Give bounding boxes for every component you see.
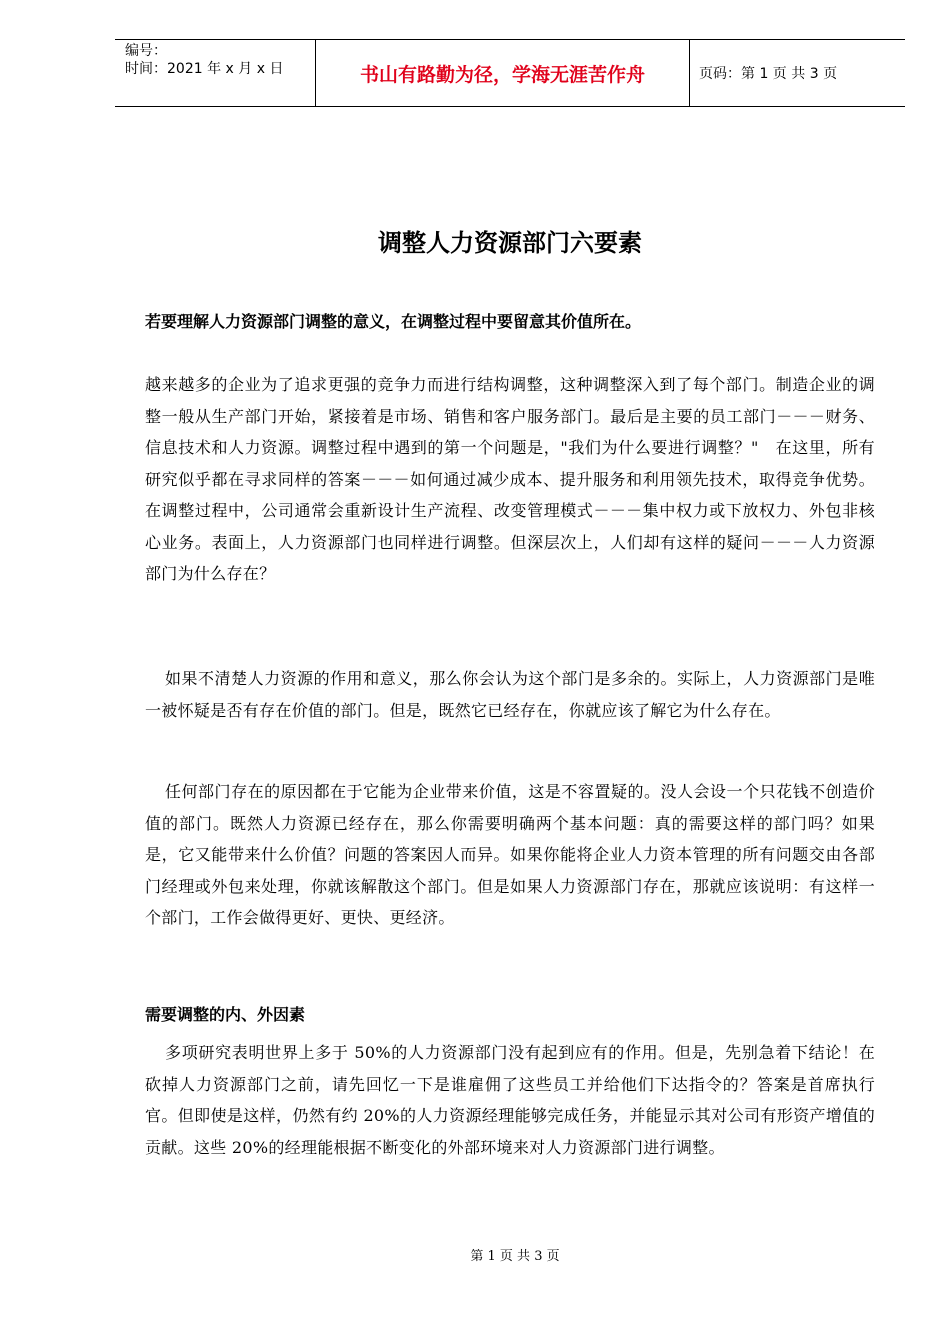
header-meta — [125, 42, 283, 78]
header-page-info: 页码：第 1 页 共 3 页 — [699, 66, 838, 82]
section-heading: 需要调整的内、外因素 — [145, 1005, 306, 1024]
body-paragraph: 越来越多的企业为了追求更强的竞争力而进行结构调整，这种调整深入到了每个部门。制造企业的调整一般从生产部门开始，紧接着是市场、销售和客户服务部门。最后是主要的员工部门－－－财务、信息技术和人力资源。调整过程中遇到的第一个问题是，"我们为什么要进行调整？" 在这里，所有研究似乎都在寻求同样的答案－－－如何通过减少成本、提升服务和利用领先技术，取得竞争优势。在调整过程中，公司通常会重新设计生产流程、改变管理模式－－－集中权力或下放权力、外包非核心业务。表面上，人力资源部门也同样进行调整。但深层次上，人们却有这样的疑问－－－人力资源部门为什么存在？ — [145, 375, 875, 583]
page-header — [115, 39, 905, 107]
body-paragraph: 任何部门存在的原因都在于它能为企业带来价值，这是不容置疑的。没人会设一个只花钱不创造价值的部门。既然人力资源已经存在，那么你需要明确两个基本问题：真的需要这样的部门吗？如果是，它又能带来什么价值？问题的答案因人而异。如果你能将企业人力资本管理的所有问题交由各部门经理或外包来处理，你就该解散这个部门。但是如果人力资源部门存在，那就应该说明：有这样一个部门，工作会做得更好、更快、更经济。 — [145, 782, 875, 927]
number-label: 编号： — [125, 43, 167, 59]
document-title: 调整人力资源部门六要素 — [378, 229, 642, 257]
body-paragraph: 如果不清楚人力资源的作用和意义，那么你会认为这个部门是多余的。实际上，人力资源部门是唯一被怀疑是否有存在价值的部门。但是，既然它已经存在，你就应该了解它为什么存在。 — [145, 669, 875, 720]
section-paragraph: 多项研究表明世界上多于 50%的人力资源部门没有起到应有的作用。但是，先别急着下结论！在砍掉人力资源部门之前，请先回忆一下是谁雇佣了这些员工并给他们下达指令的？答案是首席执行官。但即使是这样，仍然有约 20%的人力资源经理能够完成任务，并能显示其对公司有形资产增值的贡献。这些 20%的经理能根据不断变化的外部环境来对人力资源部门进行调整。 — [145, 1043, 875, 1157]
header-motto: 书山有路勤为径，学海无涯苦作舟 — [359, 64, 645, 86]
time-label: 时间：2021 年 x 月 x 日 — [125, 61, 284, 77]
header-divider — [689, 40, 690, 106]
page-footer: 第 1 页 共 3 页 — [470, 1249, 560, 1264]
document-subtitle: 若要理解人力资源部门调整的意义，在调整过程中要留意其价值所在。 — [145, 312, 642, 331]
